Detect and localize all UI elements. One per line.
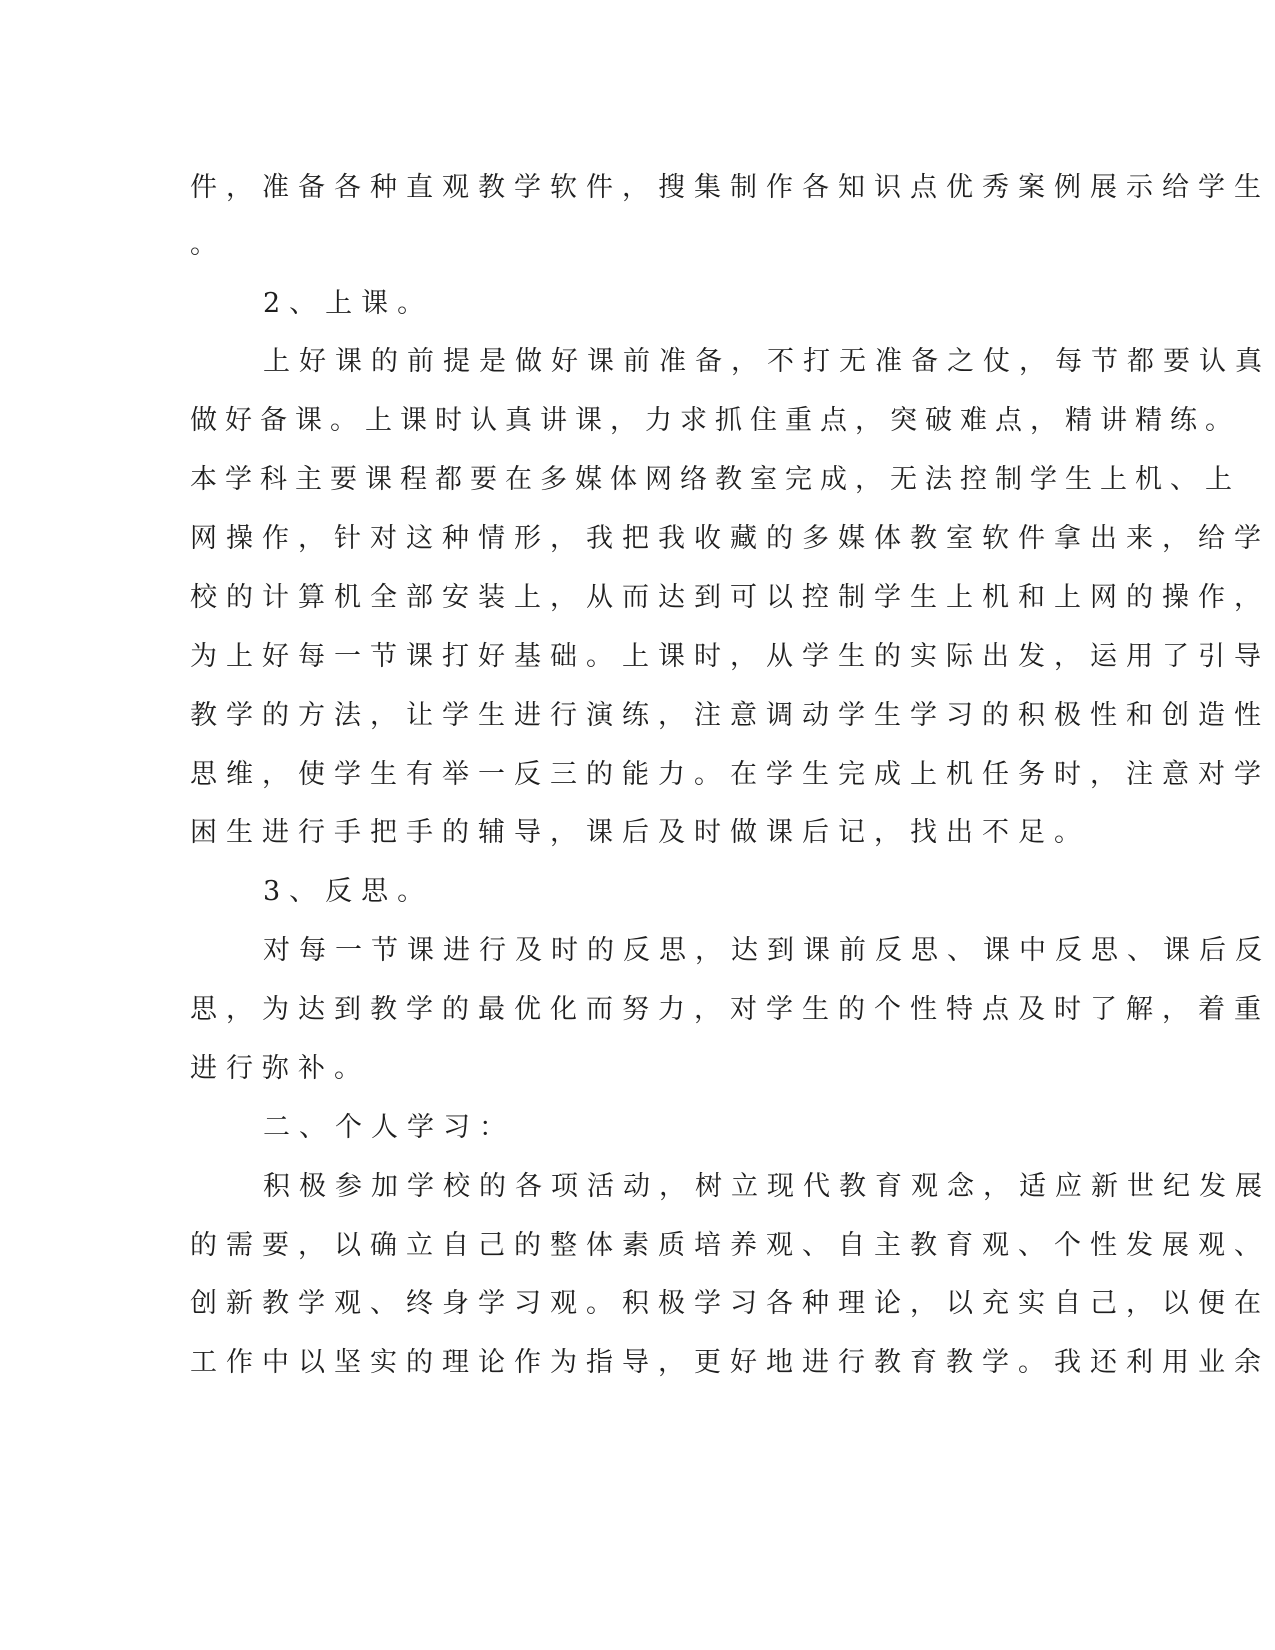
paragraph-line: 困生进行手把手的辅导，课后及时做课后记，找出不足。 (190, 817, 1090, 848)
paragraph-line: 校的计算机全部安装上，从而达到可以控制学生上机和上网的操作， (190, 582, 1270, 613)
paragraph-line: 网操作，针对这种情形，我把我收藏的多媒体教室软件拿出来，给学 (190, 523, 1270, 554)
paragraph-line: 件，准备各种直观教学软件，搜集制作各知识点优秀案例展示给学生 (190, 172, 1270, 203)
paragraph-line: 上好课的前提是做好课前准备，不打无准备之仗，每节都要认真 (263, 346, 1271, 377)
section-heading: 二、个人学习： (263, 1112, 515, 1143)
paragraph-line: 思，为达到教学的最优化而努力，对学生的个性特点及时了解，着重 (190, 994, 1270, 1025)
paragraph-line: 思维，使学生有举一反三的能力。在学生完成上机任务时，注意对学 (190, 759, 1270, 790)
paragraph-line: 。 (190, 229, 226, 260)
paragraph-line: 积极参加学校的各项活动，树立现代教育观念，适应新世纪发展 (263, 1171, 1271, 1202)
paragraph-line: 对每一节课进行及时的反思，达到课前反思、课中反思、课后反 (263, 935, 1271, 966)
section-heading: 2、上课。 (263, 288, 434, 319)
paragraph-line: 进行弥补。 (190, 1053, 370, 1084)
paragraph-line: 的需要，以确立自己的整体素质培养观、自主教育观、个性发展观、 (190, 1230, 1270, 1261)
paragraph-line: 为上好每一节课打好基础。上课时，从学生的实际出发，运用了引导 (190, 641, 1270, 672)
section-heading: 3、反思。 (263, 876, 434, 907)
paragraph-line: 工作中以坚实的理论作为指导，更好地进行教育教学。我还利用业余 (190, 1347, 1270, 1378)
paragraph-line: 创新教学观、终身学习观。积极学习各种理论，以充实自己，以便在 (190, 1288, 1270, 1319)
paragraph-line: 做好备课。上课时认真讲课，力求抓住重点，突破难点，精讲精练。 (190, 405, 1240, 436)
paragraph-line: 教学的方法，让学生进行演练，注意调动学生学习的积极性和创造性 (190, 700, 1270, 731)
paragraph-line: 本学科主要课程都要在多媒体网络教室完成，无法控制学生上机、上 (190, 464, 1240, 495)
